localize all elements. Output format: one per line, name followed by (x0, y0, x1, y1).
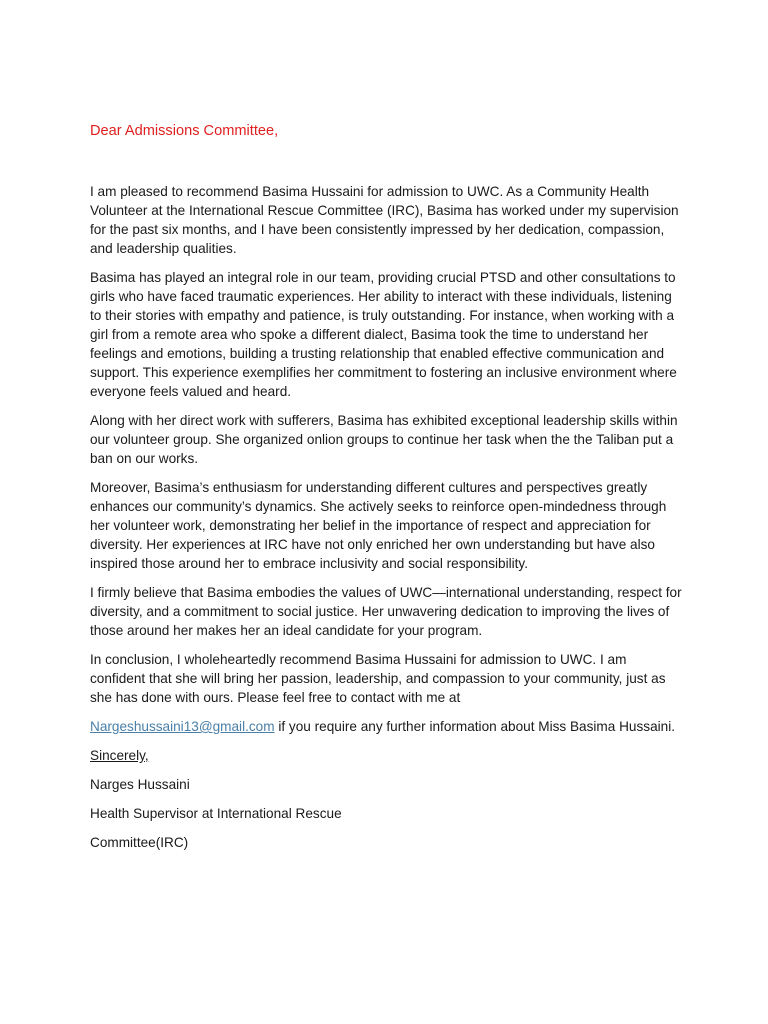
salutation: Dear Admissions Committee, (90, 123, 279, 139)
contact-text: if you require any further information about Miss Basima Hussaini. (274, 719, 676, 734)
paragraph-intro: I am pleased to recommend Basima Hussaini for admission to UWC. As a Community Health Volunteer at the International Rescue Committee (IRC), Basima has worked under my supervision for the past six months, and I have been consistently impressed by her dedication, compassion, and leadership qualities. (90, 184, 679, 256)
paragraph-cultures: Moreover, Basima’s enthusiasm for understanding different cultures and perspectives greatly enhances our community’s dynamics. She actively seeks to reinforce open-mindedness through her volunteer work, demonstrating her belief in the importance of respect and appreciation for diversity. Her experiences at IRC have not only enriched her own understanding but have also inspired those around her to embrace inclusivity and social responsibility. (90, 480, 667, 571)
letter-body (90, 122, 682, 862)
contact-line (90, 717, 682, 736)
paragraph-team-role: Basima has played an integral role in our team, providing crucial PTSD and other consultations to girls who have faced traumatic experiences. Her ability to interact with these individuals, listening to their stories with empathy and patience, is truly outstanding. For instance, when working with a girl from a remote area who spoke a different dialect, Basima took the time to understand her feelings and emotions, building a trusting relationship that enabled effective communication and support. This experience exemplifies her commitment to fostering an inclusive environment where everyone feels valued and heard. (90, 270, 677, 399)
signer-name: Narges Hussaini (90, 777, 190, 792)
email-link[interactable]: Nargeshussaini13@gmail.com (90, 719, 275, 734)
closing (90, 746, 682, 765)
paragraph-conclusion: In conclusion, I wholeheartedly recommend Basima Hussaini for admission to UWC. I am confident that she will bring her passion, leadership, and compassion to your community, just as she has done with ours. Please feel free to contact with me at (90, 652, 666, 705)
signer-title-line2: Committee(IRC) (90, 835, 189, 850)
paragraph-leadership: Along with her direct work with sufferers, Basima has exhibited exceptional leadership skills within our volunteer group. She organized onlion groups to continue her task when the the Taliban put a ban on our works. (90, 413, 678, 466)
paragraph-uwc-values: I firmly believe that Basima embodies the values of UWC—international understanding, respect for diversity, and a commitment to social justice. Her unwavering dedication to improving the lives of those around her makes her an ideal candidate for your program. (90, 585, 682, 638)
closing-text: Sincerely, (90, 748, 149, 763)
signer-title-line1: Health Supervisor at International Rescue (90, 806, 342, 821)
